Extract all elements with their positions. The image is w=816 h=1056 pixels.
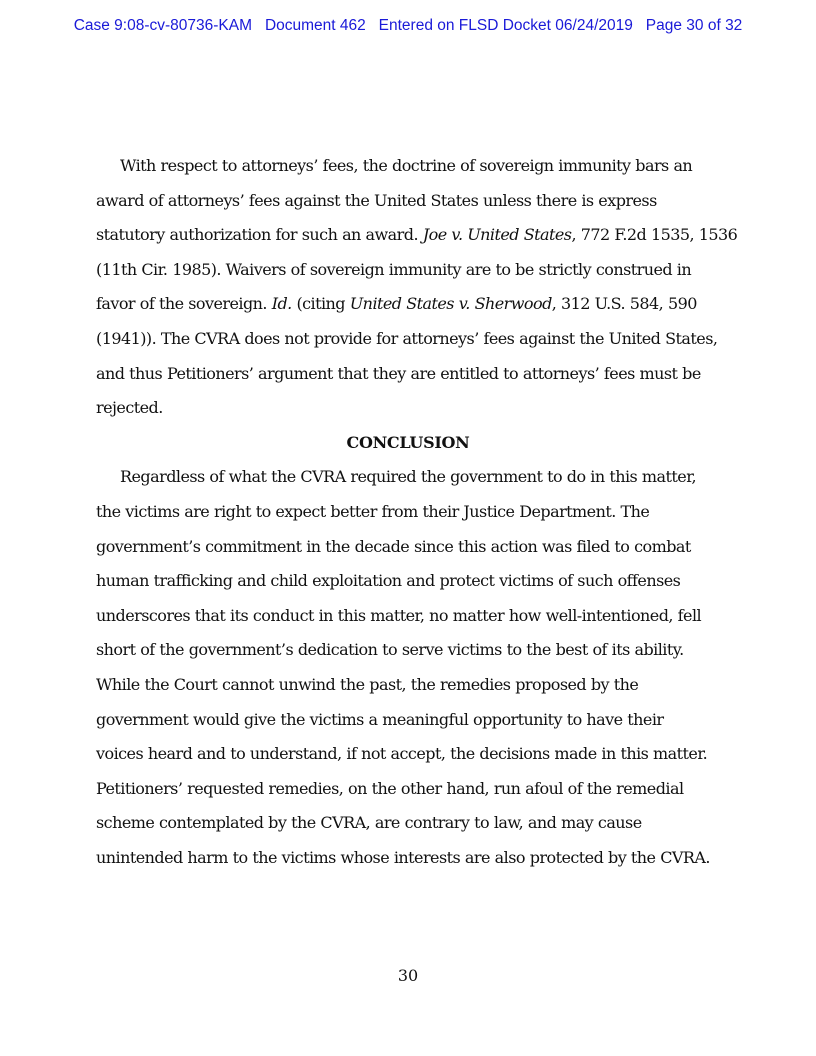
- case-citation-sherwood: United States v. Sherwood: [349, 294, 552, 314]
- paragraph-line: the victims are right to expect better from their Justice Department. The: [96, 501, 650, 521]
- paragraph-line: statutory authorization for such an award. Joe v. United States, 772 F.2d 1535, 1536: [96, 225, 738, 245]
- docket-header-stamp: Case 9:08-cv-80736-KAM Document 462 Entered on FLSD Docket 06/24/2019 Page 30 of 32: [73, 17, 743, 34]
- case-citation-joe: Joe v. United States: [422, 225, 572, 245]
- paragraph-line: rejected.: [96, 398, 163, 418]
- paragraph-line: short of the government’s dedication to serve victims to the best of its ability.: [96, 640, 684, 660]
- paragraph-line: (1941)). The CVRA does not provide for attorneys’ fees against the United States,: [96, 328, 718, 348]
- paragraph-conclusion: [96, 460, 720, 875]
- paragraph-line: With respect to attorneys’ fees, the doctrine of sovereign immunity bars an: [120, 156, 693, 175]
- paragraph-line: human trafficking and child exploitation and protect victims of such offenses: [96, 571, 681, 591]
- page-number: 30: [397, 966, 419, 985]
- citation-id: Id.: [271, 294, 292, 314]
- paragraph-line: (11th Cir. 1985). Waivers of sovereign immunity are to be strictly construed in: [96, 259, 692, 279]
- document-body: [96, 149, 738, 875]
- paragraph-line: unintended harm to the victims whose interests are also protected by the CVRA.: [96, 847, 710, 867]
- paragraph-line: scheme contemplated by the CVRA, are contrary to law, and may cause: [96, 813, 642, 833]
- paragraph-line: voices heard and to understand, if not accept, the decisions made in this matter.: [96, 744, 708, 764]
- paragraph-line: award of attorneys’ fees against the United States unless there is express: [96, 190, 657, 210]
- paragraph-line: government’s commitment in the decade since this action was filed to combat: [96, 536, 691, 556]
- paragraph-attorneys-fees: [96, 149, 738, 426]
- paragraph-line: Petitioners’ requested remedies, on the other hand, run afoul of the remedial: [96, 778, 684, 798]
- paragraph-line: underscores that its conduct in this matter, no matter how well-intentioned, fell: [96, 605, 702, 625]
- paragraph-line: favor of the sovereign. Id. (citing United States v. Sherwood, 312 U.S. 584, 590: [96, 294, 697, 314]
- section-heading-conclusion: CONCLUSION: [346, 432, 470, 452]
- paragraph-line: and thus Petitioners’ argument that they are entitled to attorneys’ fees must be: [96, 363, 701, 383]
- paragraph-line: While the Court cannot unwind the past, the remedies proposed by the: [96, 674, 639, 694]
- paragraph-line: government would give the victims a meaningful opportunity to have their: [96, 709, 664, 729]
- paragraph-line: Regardless of what the CVRA required the government to do in this matter,: [120, 467, 697, 487]
